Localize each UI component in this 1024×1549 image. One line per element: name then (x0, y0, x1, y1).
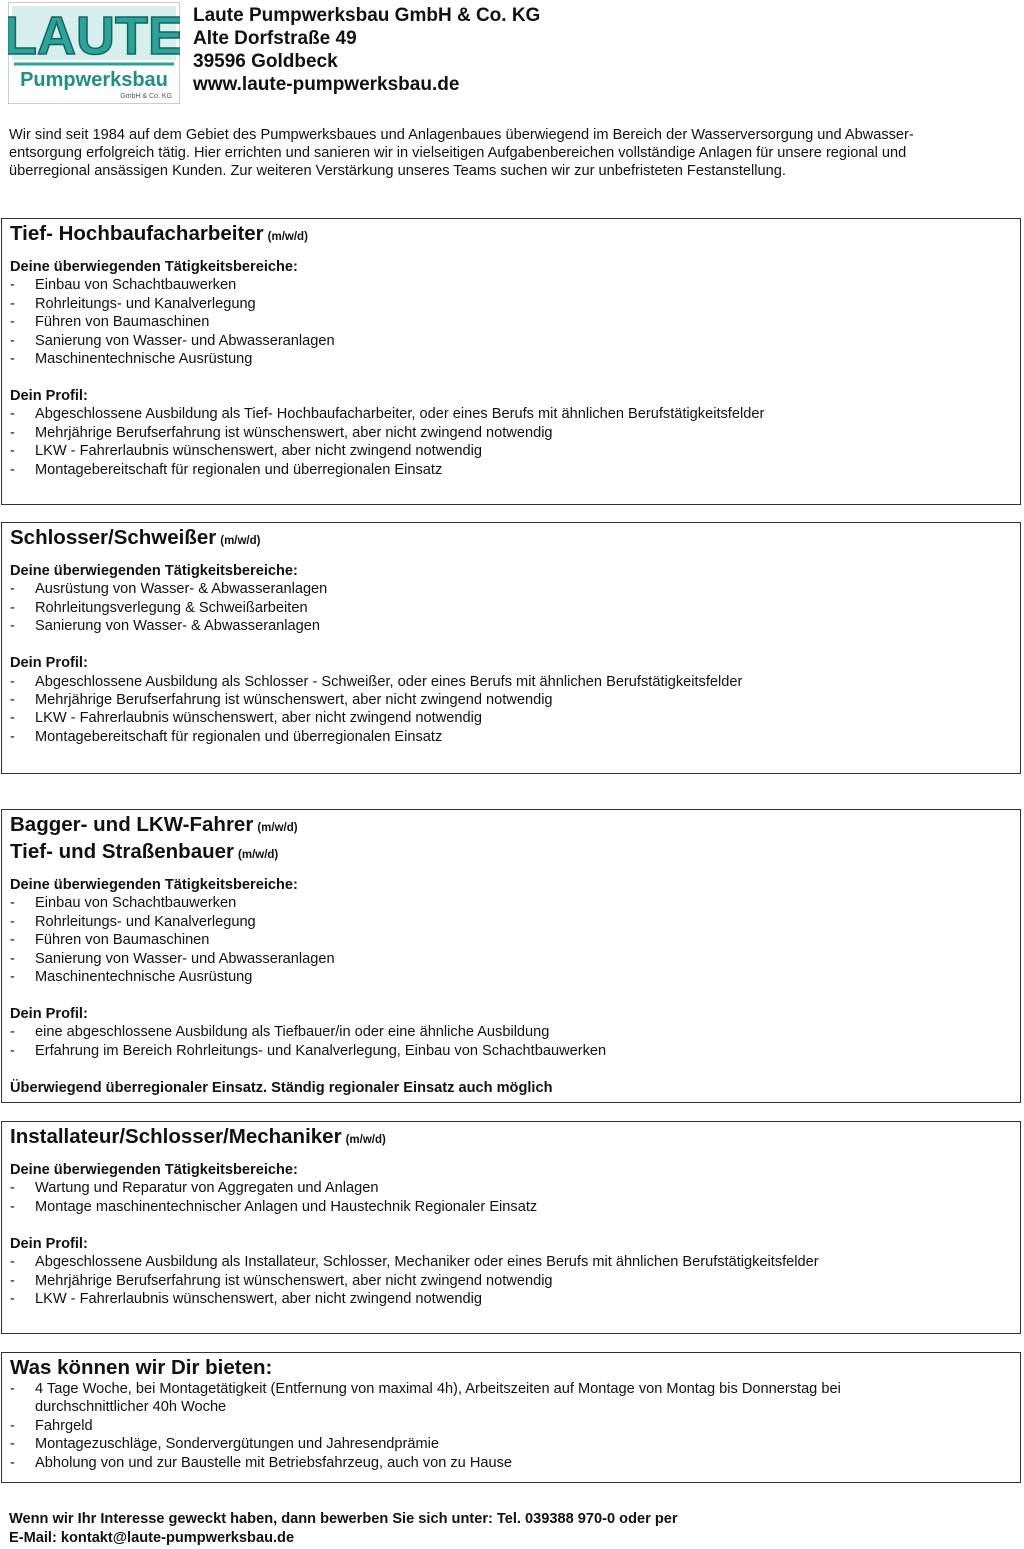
list-item: - Mehrjährige Berufserfahrung ist wünschenswert, aber nicht zwingend notwendig (10, 691, 553, 708)
list-item: - eine abgeschlossene Ausbildung als Tiefbauer/in oder eine ähnliche Ausbildung (10, 1024, 550, 1041)
company-name: Laute Pumpwerksbau GmbH & Co. KG (193, 5, 541, 26)
job-box-installateur (1, 1121, 1021, 1334)
list-item: - Einbau von Schachtbauwerken (10, 895, 237, 912)
list-item: - Mehrjährige Berufserfahrung ist wünschenswert, aber nicht zwingend notwendig (10, 1272, 553, 1289)
job-box-bagger (1, 809, 1021, 1103)
list-item: - Sanierung von Wasser- und Abwasseranlagen (10, 332, 335, 349)
list-item: - Einbau von Schachtbauwerken (10, 277, 237, 294)
list-item: - Sanierung von Wasser- und Abwasseranlagen (10, 950, 335, 967)
company-city: 39596 Goldbeck (193, 51, 338, 72)
job-title: Installateur/Schlosser/Mechaniker (m/w/d) (10, 1125, 386, 1148)
tasks-heading: Deine überwiegenden Tätigkeitsbereiche: (10, 877, 298, 893)
list-item: - Sanierung von Wasser- & Abwasseranlagen (10, 618, 321, 635)
list-item: - Abgeschlossene Ausbildung als Installateur, Schlosser, Mechaniker oder eines Berufs mit ähnlichen Berufstätigkeitsfelder (10, 1254, 819, 1271)
list-item: - LKW - Fahrerlaubnis wünschenswert, aber nicht zwingend notwendig (10, 1290, 482, 1307)
list-item: - LKW - Fahrerlaubnis wünschenswert, aber nicht zwingend notwendig (10, 443, 482, 460)
list-item: - Abgeschlossene Ausbildung als Schlosser - Schweißer, oder eines Berufs mit ähnlichen Berufstätigkeitsfelder (10, 673, 743, 690)
list-item: - Maschinentechnische Ausrüstung (10, 351, 253, 368)
list-item: - LKW - Fahrerlaubnis wünschenswert, aber nicht zwingend notwendig (10, 710, 482, 727)
company-logo (8, 2, 180, 104)
contact-line-phone: Wenn wir Ihr Interesse geweckt haben, dann bewerben Sie sich unter: Tel. 039388 970-0 oder per (9, 1511, 678, 1527)
list-item: - 4 Tage Woche, bei Montagetätigkeit (Entfernung von maximal 4h), Arbeitszeiten auf Montage von Montag bis Donnerstag bei durchschnittlicher 40h Woche (10, 1381, 841, 1416)
list-item: - Montage maschinentechnischer Anlagen und Haustechnik Regionaler Einsatz (10, 1198, 538, 1215)
intro-line: entsorgung erfolgreich tätig. Hier errichten und sanieren wir in vielseitigen Aufgabenbereichen vollständige Anlagen für unsere regional und (9, 145, 907, 162)
logo-small: GmbH & Co. KG (120, 93, 172, 100)
job-box-schlosser (1, 522, 1021, 774)
list-item: - Abgeschlossene Ausbildung als Tief- Hochbaufacharbeiter, oder eines Berufs mit ähnlichen Berufstätigkeitsfelder (10, 406, 765, 423)
tasks-heading: Deine überwiegenden Tätigkeitsbereiche: (10, 1162, 298, 1178)
tasks-heading: Deine überwiegenden Tätigkeitsbereiche: (10, 259, 298, 275)
list-item: - Erfahrung im Bereich Rohrleitungs- und Kanalverlegung, Einbau von Schachtbauwerken (10, 1042, 607, 1059)
list-item: - Ausrüstung von Wasser- & Abwasseranlagen (10, 581, 328, 598)
list-item: - Montagezuschläge, Sondervergütungen und Jahresendprämie (10, 1436, 440, 1453)
list-item: - Rohrleitungs- und Kanalverlegung (10, 295, 256, 312)
job-title-secondary: Tief- und Straßenbauer (m/w/d) (10, 840, 279, 863)
company-website[interactable]: www.laute-pumpwerksbau.de (193, 74, 460, 95)
contact-line-email[interactable]: E-Mail: kontakt@laute-pumpwerksbau.de (9, 1530, 295, 1546)
logo-subword: Pumpwerksbau (20, 69, 168, 91)
profile-heading: Dein Profil: (10, 1005, 88, 1022)
intro-line: Wir sind seit 1984 auf dem Gebiet des Pumpwerksbaues und Anlagenbaues überwiegend im Bereich der Wasserversorgung und Abwasser- (9, 127, 914, 143)
profile-heading: Dein Profil: (10, 387, 88, 404)
intro-line: überregional ansässigen Kunden. Zur weiteren Verstärkung unseres Teams suchen wir zur unbefristeten Festanstellung. (9, 163, 786, 180)
job-title: Schlosser/Schweißer (m/w/d) (10, 526, 261, 549)
list-item: - Montagebereitschaft für regionalen und überregionalen Einsatz (10, 728, 443, 745)
offer-title: Was können wir Dir bieten: (10, 1356, 273, 1379)
list-item: - Wartung und Reparatur von Aggregaten und Anlagen (10, 1180, 379, 1197)
profile-heading: Dein Profil: (10, 1235, 88, 1252)
intro-text (9, 126, 1014, 181)
profile-heading: Dein Profil: (10, 655, 88, 672)
job-title: Tief- Hochbaufacharbeiter (m/w/d) (10, 222, 308, 245)
list-item: - Fahrgeld (10, 1417, 93, 1434)
company-address (193, 4, 540, 96)
job-title: Bagger- und LKW-Fahrer (m/w/d) (10, 813, 298, 836)
contact-footer (9, 1510, 678, 1548)
list-item: - Rohrleitungsverlegung & Schweißarbeiten (10, 599, 308, 616)
tasks-heading: Deine überwiegenden Tätigkeitsbereiche: (10, 563, 298, 579)
job-box-tiefbau (1, 218, 1021, 505)
company-street: Alte Dorfstraße 49 (193, 28, 357, 49)
list-item: - Mehrjährige Berufserfahrung ist wünschenswert, aber nicht zwingend notwendig (10, 424, 553, 441)
list-item: - Rohrleitungs- und Kanalverlegung (10, 913, 256, 930)
offer-box (1, 1352, 1021, 1483)
deployment-note: Überwiegend überregionaler Einsatz. Ständig regionaler Einsatz auch möglich (10, 1079, 553, 1096)
list-item: - Abholung von und zur Baustelle mit Betriebsfahrzeug, auch von zu Hause (10, 1454, 513, 1471)
list-item: - Führen von Baumaschinen (10, 314, 210, 331)
list-item: - Führen von Baumaschinen (10, 932, 210, 949)
logo-word: LAUTE (8, 6, 180, 66)
list-item: - Montagebereitschaft für regionalen und überregionalen Einsatz (10, 461, 443, 478)
list-item: - Maschinentechnische Ausrüstung (10, 969, 253, 986)
